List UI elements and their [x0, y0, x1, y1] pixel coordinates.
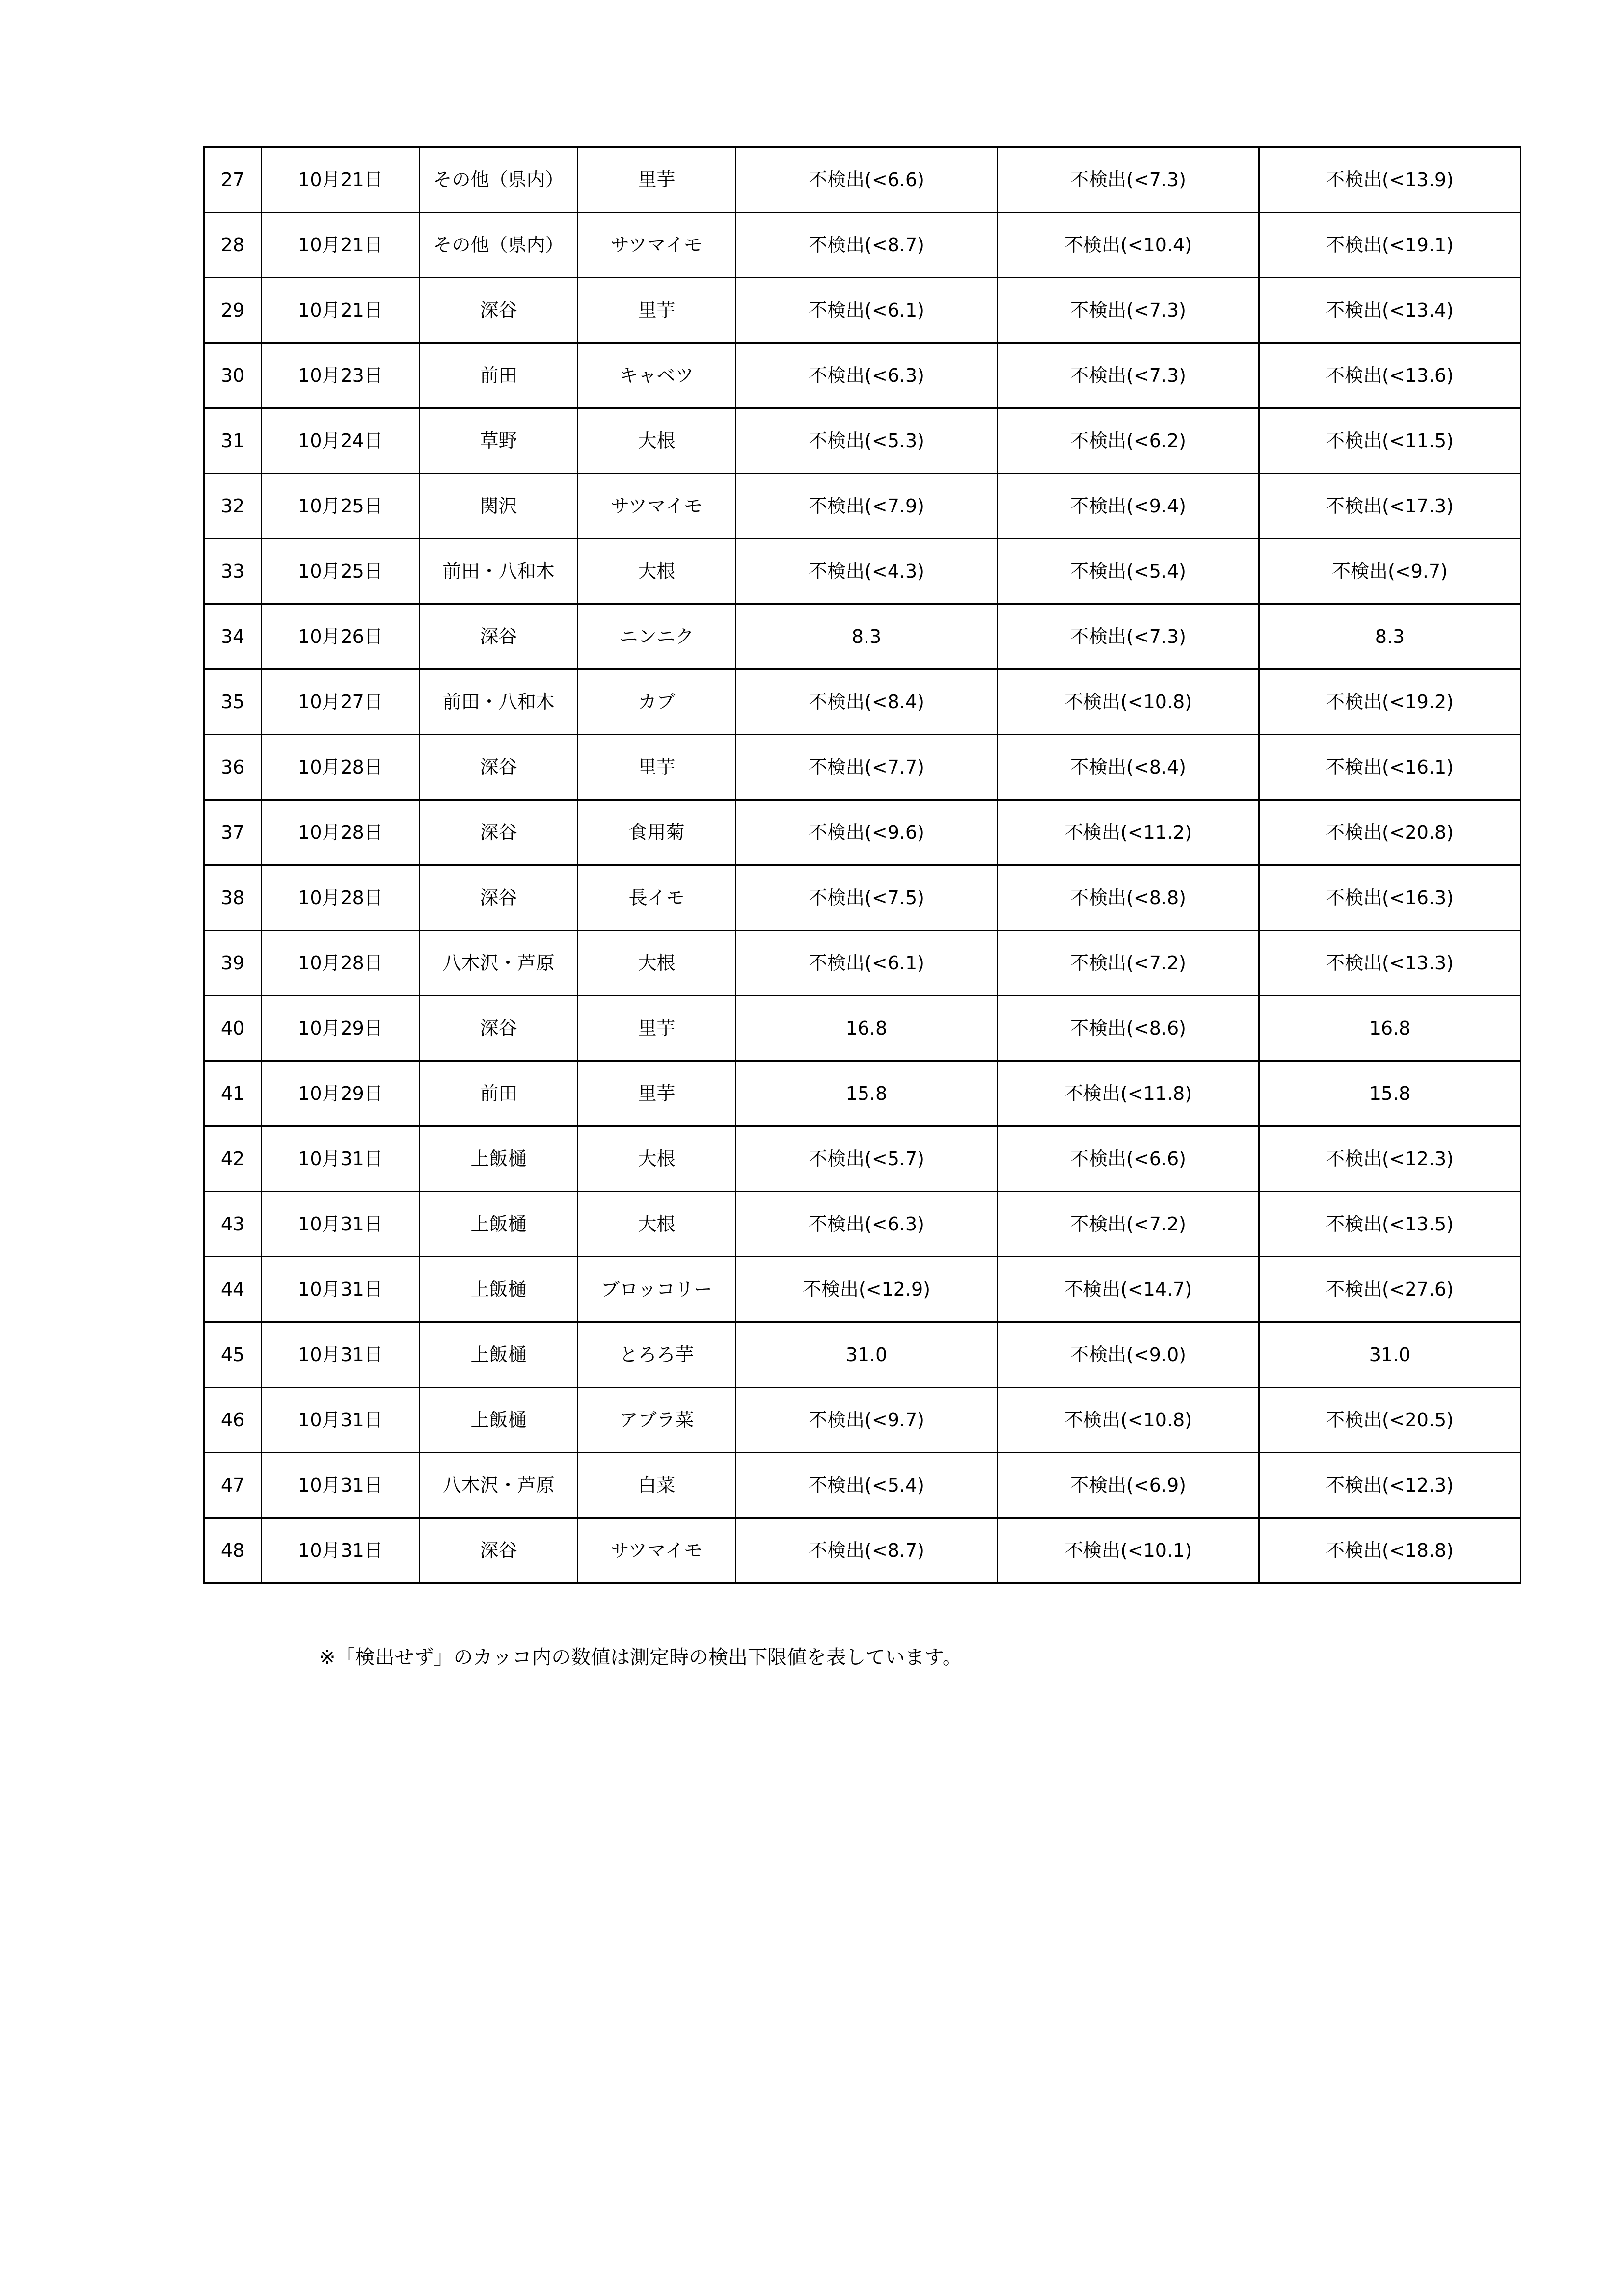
area-name-cell: 深谷	[420, 865, 578, 931]
table-row	[204, 474, 1521, 539]
measurement-date-cell: 10月28日	[262, 931, 420, 996]
value-3-cell: 8.3	[1259, 604, 1521, 669]
measurement-date-cell: 10月26日	[262, 604, 420, 669]
area-name-cell: 深谷	[420, 604, 578, 669]
value-2-cell: 不検出(<8.6)	[998, 996, 1259, 1061]
value-3-cell: 不検出(<13.9)	[1259, 147, 1521, 213]
value-1-cell: 不検出(<4.3)	[736, 539, 998, 604]
value-3-cell: 不検出(<18.8)	[1259, 1518, 1521, 1583]
item-name-cell: ブロッコリー	[578, 1257, 736, 1322]
value-1-cell: 不検出(<6.6)	[736, 147, 998, 213]
measurement-date-cell: 10月23日	[262, 343, 420, 408]
table-row	[204, 1061, 1521, 1126]
value-3-cell: 不検出(<20.5)	[1259, 1388, 1521, 1453]
row-number-cell: 34	[204, 604, 262, 669]
row-number-cell: 40	[204, 996, 262, 1061]
value-1-cell: 不検出(<7.9)	[736, 474, 998, 539]
value-1-cell: 不検出(<8.7)	[736, 1518, 998, 1583]
table-row	[204, 604, 1521, 669]
measurement-date-cell: 10月29日	[262, 996, 420, 1061]
value-1-cell: 不検出(<8.7)	[736, 213, 998, 278]
area-name-cell: 八木沢・芦原	[420, 931, 578, 996]
area-name-cell: 上飯樋	[420, 1257, 578, 1322]
measurement-date-cell: 10月31日	[262, 1518, 420, 1583]
table-row	[204, 735, 1521, 800]
table-row	[204, 408, 1521, 474]
value-3-cell: 不検出(<9.7)	[1259, 539, 1521, 604]
measurement-date-cell: 10月24日	[262, 408, 420, 474]
item-name-cell: 食用菊	[578, 800, 736, 865]
table-row	[204, 800, 1521, 865]
item-name-cell: 大根	[578, 408, 736, 474]
area-name-cell: 前田・八和木	[420, 539, 578, 604]
value-2-cell: 不検出(<10.1)	[998, 1518, 1259, 1583]
measurement-date-cell: 10月21日	[262, 278, 420, 343]
value-2-cell: 不検出(<7.3)	[998, 343, 1259, 408]
item-name-cell: キャベツ	[578, 343, 736, 408]
value-2-cell: 不検出(<9.0)	[998, 1322, 1259, 1388]
value-2-cell: 不検出(<8.8)	[998, 865, 1259, 931]
value-3-cell: 不検出(<19.2)	[1259, 669, 1521, 735]
value-1-cell: 不検出(<5.4)	[736, 1453, 998, 1518]
value-2-cell: 不検出(<14.7)	[998, 1257, 1259, 1322]
row-number-cell: 44	[204, 1257, 262, 1322]
table-row	[204, 669, 1521, 735]
item-name-cell: 里芋	[578, 996, 736, 1061]
item-name-cell: サツマイモ	[578, 1518, 736, 1583]
value-3-cell: 不検出(<13.6)	[1259, 343, 1521, 408]
item-name-cell: 里芋	[578, 1061, 736, 1126]
item-name-cell: 白菜	[578, 1453, 736, 1518]
row-number-cell: 35	[204, 669, 262, 735]
footnote: ※「検出せず」のカッコ内の数値は測定時の検出下限値を表しています。	[319, 1646, 962, 1669]
value-1-cell: 不検出(<5.3)	[736, 408, 998, 474]
row-number-cell: 36	[204, 735, 262, 800]
area-name-cell: 上飯樋	[420, 1126, 578, 1192]
value-3-cell: 不検出(<17.3)	[1259, 474, 1521, 539]
value-1-cell: 不検出(<6.3)	[736, 1192, 998, 1257]
value-2-cell: 不検出(<10.4)	[998, 213, 1259, 278]
value-1-cell: 16.8	[736, 996, 998, 1061]
table-row	[204, 1453, 1521, 1518]
item-name-cell: サツマイモ	[578, 213, 736, 278]
value-2-cell: 不検出(<6.6)	[998, 1126, 1259, 1192]
value-3-cell: 不検出(<19.1)	[1259, 213, 1521, 278]
value-1-cell: 不検出(<12.9)	[736, 1257, 998, 1322]
measurement-date-cell: 10月25日	[262, 539, 420, 604]
item-name-cell: 大根	[578, 539, 736, 604]
area-name-cell: 深谷	[420, 278, 578, 343]
area-name-cell: 前田	[420, 343, 578, 408]
row-number-cell: 27	[204, 147, 262, 213]
value-3-cell: 不検出(<12.3)	[1259, 1126, 1521, 1192]
value-3-cell: 不検出(<16.1)	[1259, 735, 1521, 800]
value-2-cell: 不検出(<10.8)	[998, 1388, 1259, 1453]
table-row	[204, 278, 1521, 343]
value-1-cell: 不検出(<7.5)	[736, 865, 998, 931]
area-name-cell: その他（県内）	[420, 147, 578, 213]
row-number-cell: 41	[204, 1061, 262, 1126]
value-1-cell: 8.3	[736, 604, 998, 669]
value-2-cell: 不検出(<7.3)	[998, 278, 1259, 343]
table-row	[204, 931, 1521, 996]
measurement-date-cell: 10月21日	[262, 147, 420, 213]
area-name-cell: その他（県内）	[420, 213, 578, 278]
row-number-cell: 32	[204, 474, 262, 539]
item-name-cell: 大根	[578, 1126, 736, 1192]
value-2-cell: 不検出(<7.3)	[998, 604, 1259, 669]
table-row	[204, 1388, 1521, 1453]
value-2-cell: 不検出(<7.3)	[998, 147, 1259, 213]
row-number-cell: 43	[204, 1192, 262, 1257]
value-2-cell: 不検出(<11.2)	[998, 800, 1259, 865]
table-body	[204, 147, 1521, 1583]
value-2-cell: 不検出(<7.2)	[998, 931, 1259, 996]
item-name-cell: カブ	[578, 669, 736, 735]
row-number-cell: 46	[204, 1388, 262, 1453]
item-name-cell: 大根	[578, 1192, 736, 1257]
area-name-cell: 前田・八和木	[420, 669, 578, 735]
value-3-cell: 不検出(<13.4)	[1259, 278, 1521, 343]
table-row	[204, 1518, 1521, 1583]
row-number-cell: 31	[204, 408, 262, 474]
area-name-cell: 深谷	[420, 1518, 578, 1583]
table-row	[204, 147, 1521, 213]
value-2-cell: 不検出(<6.9)	[998, 1453, 1259, 1518]
row-number-cell: 39	[204, 931, 262, 996]
item-name-cell: アブラ菜	[578, 1388, 736, 1453]
value-1-cell: 不検出(<6.1)	[736, 278, 998, 343]
value-3-cell: 不検出(<16.3)	[1259, 865, 1521, 931]
measurement-date-cell: 10月21日	[262, 213, 420, 278]
value-1-cell: 不検出(<5.7)	[736, 1126, 998, 1192]
item-name-cell: 長イモ	[578, 865, 736, 931]
value-3-cell: 不検出(<13.3)	[1259, 931, 1521, 996]
item-name-cell: 里芋	[578, 147, 736, 213]
area-name-cell: 深谷	[420, 735, 578, 800]
area-name-cell: 深谷	[420, 800, 578, 865]
value-3-cell: 31.0	[1259, 1322, 1521, 1388]
value-2-cell: 不検出(<5.4)	[998, 539, 1259, 604]
row-number-cell: 29	[204, 278, 262, 343]
area-name-cell: 深谷	[420, 996, 578, 1061]
value-2-cell: 不検出(<11.8)	[998, 1061, 1259, 1126]
value-3-cell: 15.8	[1259, 1061, 1521, 1126]
table-row	[204, 539, 1521, 604]
table-row	[204, 1126, 1521, 1192]
measurement-date-cell: 10月31日	[262, 1322, 420, 1388]
row-number-cell: 30	[204, 343, 262, 408]
area-name-cell: 関沢	[420, 474, 578, 539]
row-number-cell: 48	[204, 1518, 262, 1583]
value-2-cell: 不検出(<9.4)	[998, 474, 1259, 539]
value-1-cell: 不検出(<8.4)	[736, 669, 998, 735]
measurement-date-cell: 10月31日	[262, 1192, 420, 1257]
area-name-cell: 草野	[420, 408, 578, 474]
value-2-cell: 不検出(<10.8)	[998, 669, 1259, 735]
value-3-cell: 16.8	[1259, 996, 1521, 1061]
measurement-date-cell: 10月28日	[262, 735, 420, 800]
value-1-cell: 15.8	[736, 1061, 998, 1126]
value-2-cell: 不検出(<6.2)	[998, 408, 1259, 474]
row-number-cell: 28	[204, 213, 262, 278]
table-row	[204, 213, 1521, 278]
item-name-cell: サツマイモ	[578, 474, 736, 539]
value-1-cell: 31.0	[736, 1322, 998, 1388]
row-number-cell: 47	[204, 1453, 262, 1518]
row-number-cell: 42	[204, 1126, 262, 1192]
value-3-cell: 不検出(<11.5)	[1259, 408, 1521, 474]
item-name-cell: 里芋	[578, 735, 736, 800]
measurement-date-cell: 10月31日	[262, 1453, 420, 1518]
value-2-cell: 不検出(<8.4)	[998, 735, 1259, 800]
table-row	[204, 343, 1521, 408]
row-number-cell: 37	[204, 800, 262, 865]
item-name-cell: ニンニク	[578, 604, 736, 669]
measurement-date-cell: 10月31日	[262, 1126, 420, 1192]
value-3-cell: 不検出(<20.8)	[1259, 800, 1521, 865]
value-3-cell: 不検出(<12.3)	[1259, 1453, 1521, 1518]
item-name-cell: 里芋	[578, 278, 736, 343]
row-number-cell: 33	[204, 539, 262, 604]
table-row	[204, 1257, 1521, 1322]
value-1-cell: 不検出(<6.3)	[736, 343, 998, 408]
value-3-cell: 不検出(<13.5)	[1259, 1192, 1521, 1257]
measurement-date-cell: 10月28日	[262, 800, 420, 865]
item-name-cell: 大根	[578, 931, 736, 996]
measurement-date-cell: 10月25日	[262, 474, 420, 539]
value-3-cell: 不検出(<27.6)	[1259, 1257, 1521, 1322]
value-1-cell: 不検出(<9.6)	[736, 800, 998, 865]
value-1-cell: 不検出(<6.1)	[736, 931, 998, 996]
results-table	[203, 146, 1521, 1584]
measurement-date-cell: 10月27日	[262, 669, 420, 735]
area-name-cell: 上飯樋	[420, 1192, 578, 1257]
value-1-cell: 不検出(<9.7)	[736, 1388, 998, 1453]
value-1-cell: 不検出(<7.7)	[736, 735, 998, 800]
row-number-cell: 38	[204, 865, 262, 931]
measurement-date-cell: 10月29日	[262, 1061, 420, 1126]
table-row	[204, 1322, 1521, 1388]
measurement-date-cell: 10月31日	[262, 1257, 420, 1322]
table-row	[204, 996, 1521, 1061]
area-name-cell: 八木沢・芦原	[420, 1453, 578, 1518]
area-name-cell: 上飯樋	[420, 1388, 578, 1453]
row-number-cell: 45	[204, 1322, 262, 1388]
table-row	[204, 1192, 1521, 1257]
measurement-date-cell: 10月31日	[262, 1388, 420, 1453]
area-name-cell: 上飯樋	[420, 1322, 578, 1388]
value-2-cell: 不検出(<7.2)	[998, 1192, 1259, 1257]
measurement-date-cell: 10月28日	[262, 865, 420, 931]
item-name-cell: とろろ芋	[578, 1322, 736, 1388]
table-row	[204, 865, 1521, 931]
area-name-cell: 前田	[420, 1061, 578, 1126]
